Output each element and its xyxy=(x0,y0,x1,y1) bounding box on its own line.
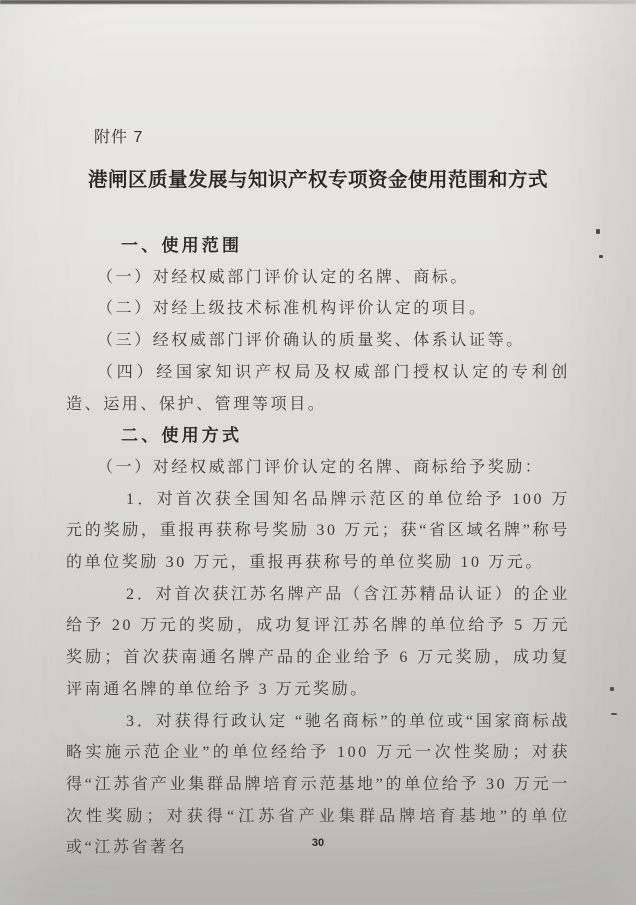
paragraph-scope-2: （二）对经上级技术标准机构评价认定的项目。 xyxy=(97,300,488,318)
page-title: 港闸区质量发展与知识产权专项资金使用范围和方式 xyxy=(87,169,548,191)
page-number: 30 xyxy=(311,837,325,849)
ink-speck xyxy=(596,229,600,234)
attachment-label: 附件 7 xyxy=(94,129,144,146)
ink-speck xyxy=(599,255,603,258)
paragraph-method-item-3: 3．对获得行政认定 “驰名商标”的单位或“国家商标战略实施示范企业”的单位经给予 100 万元一次性奖励；对获得“江苏省产业集群品牌培育示范基地”的单位给予 30 万元一次性奖励；对获得“江苏省产业集群品牌培育基地”的单位或“江苏省著名 xyxy=(66,712,570,857)
section-heading-usage-scope: 一、使用范围 xyxy=(121,236,243,255)
section-heading-usage-method: 二、使用方式 xyxy=(121,426,243,446)
photo-top-edge xyxy=(0,0,636,4)
paragraph-scope-4: （四）经国家知识产权局及权威部门授权认定的专利创造、运用、保护、管理等项目。 xyxy=(66,363,570,413)
paragraph-method-item-1: 1．对首次获全国知名品牌示范区的单位给予 100 万元的奖励，重报再获称号奖励 30 万元；获“省区域名牌”称号的单位奖励 30 万元，重报再获称号的单位奖励 10 万元。 xyxy=(66,490,570,572)
document-body xyxy=(66,230,570,864)
ink-speck xyxy=(611,713,617,715)
paragraph-scope-3: （三）经权威部门评价确认的质量奖、体系认证等。 xyxy=(97,332,525,350)
paragraph-scope-1: （一）对经权威部门评价认定的名牌、商标。 xyxy=(97,268,470,286)
paragraph-method-intro: （一）对经权威部门评价认定的名牌、商标给予奖励： xyxy=(97,458,544,476)
paragraph-method-item-2: 2．对首次获江苏名牌产品（含江苏精品认证）的企业给予 20 万元的奖励，成功复评江苏名牌的单位给予 5 万元奖励；首次获南通名牌产品的企业给予 6 万元奖励，成功复评南通名牌的单位给予 3 万元奖励。 xyxy=(66,585,570,698)
ink-speck xyxy=(610,687,614,691)
